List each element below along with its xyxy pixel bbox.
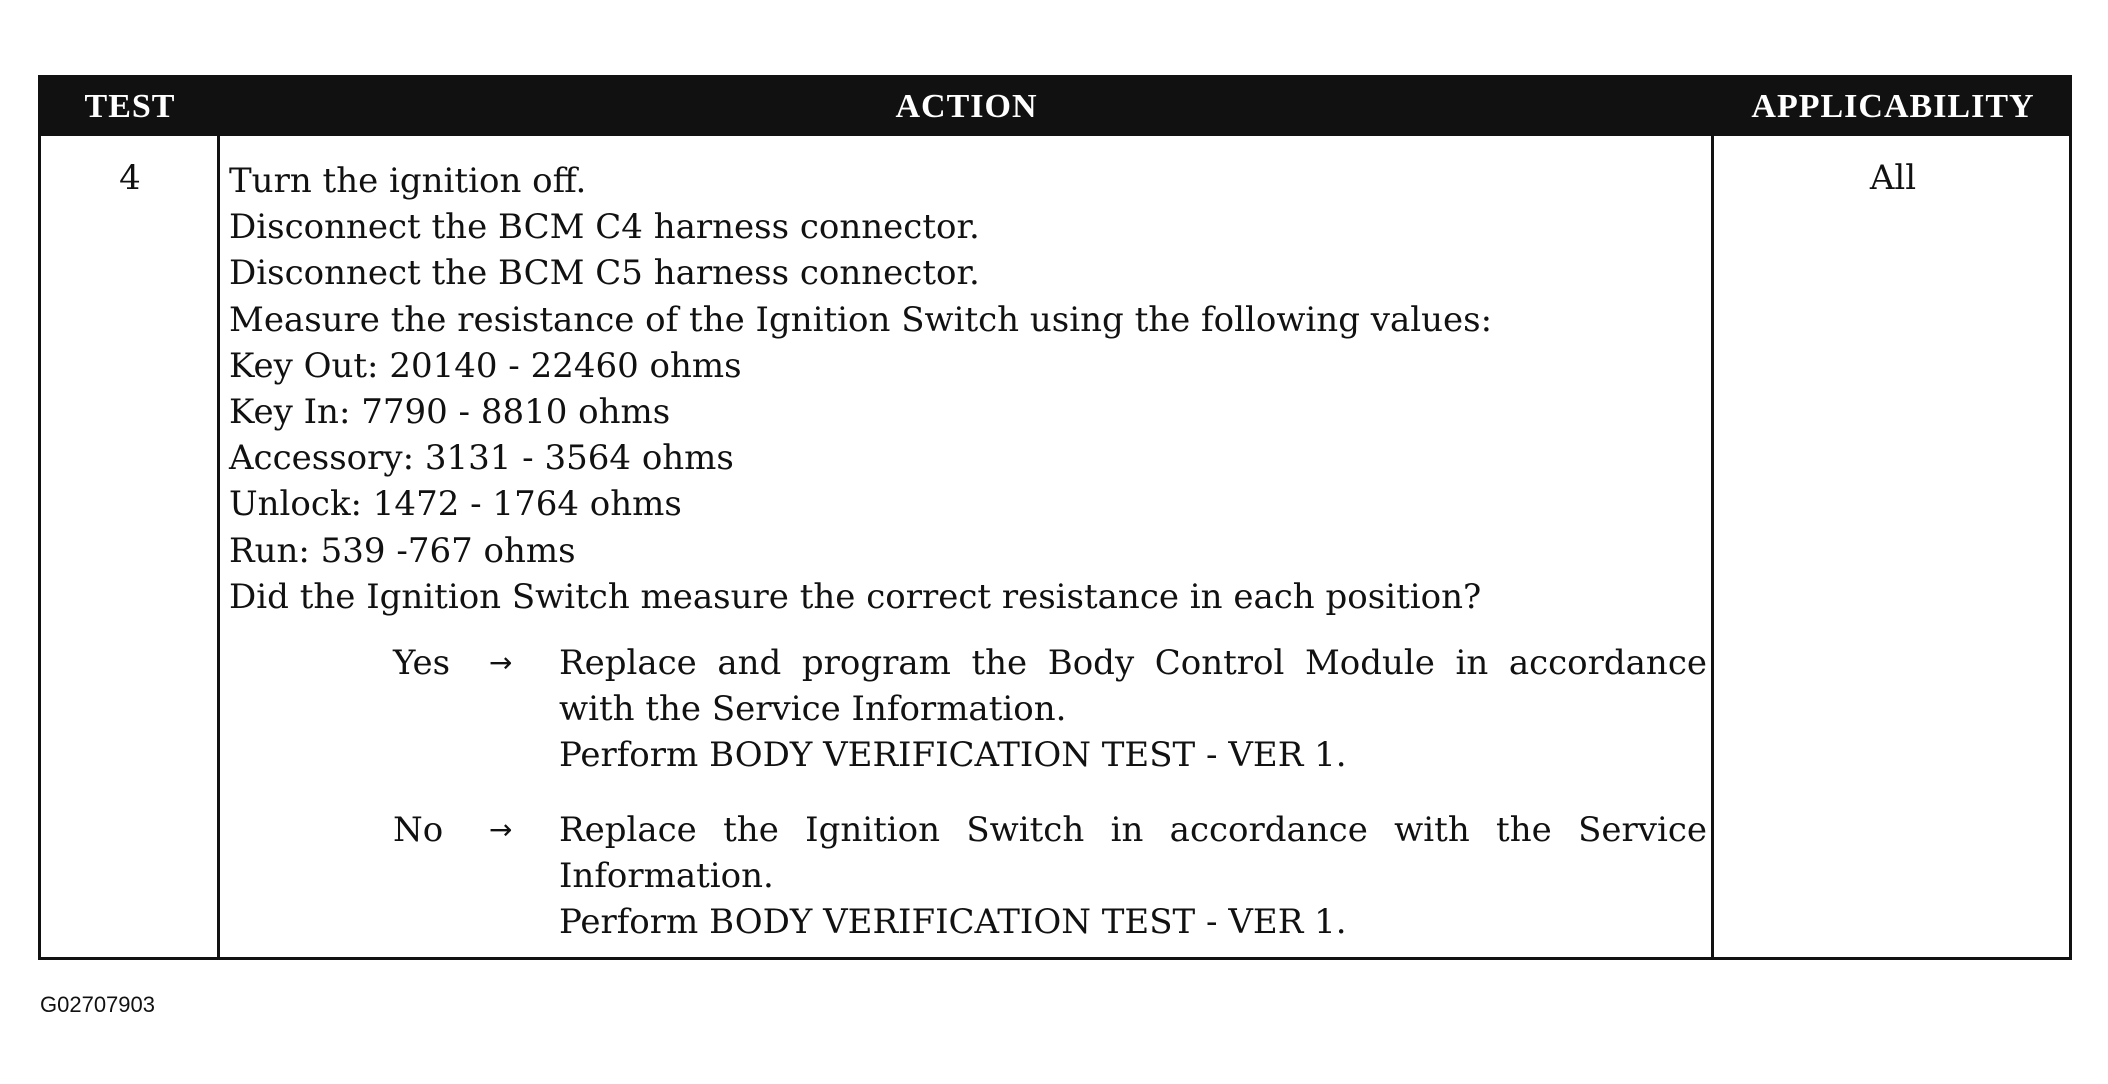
action-step: Unlock: 1472 - 1764 ohms — [229, 484, 682, 525]
figure-id: G02707903 — [40, 992, 155, 1017]
outcome-line: with the Service Information. — [559, 689, 1067, 730]
header-applicability: APPLICABILITY — [1751, 88, 2035, 125]
outcome-line: Perform BODY VERIFICATION TEST - VER 1. — [559, 902, 1347, 943]
outcome-line: Replace and program the Body Control Module in accordance — [559, 643, 1707, 683]
applicability-value: All — [1869, 158, 1917, 198]
outcome-line: Replace the Ignition Switch in accordance with the Service — [559, 810, 1707, 850]
outcome-instructions — [559, 640, 1707, 779]
outcome-line: Perform BODY VERIFICATION TEST - VER 1. — [559, 735, 1347, 776]
action-step: Key Out: 20140 - 22460 ohms — [229, 345, 742, 386]
header-action: ACTION — [895, 88, 1038, 125]
header-test: TEST — [84, 88, 176, 125]
outcome-line: Information. — [559, 856, 774, 897]
table-header — [41, 78, 2069, 136]
action-step: Disconnect the BCM C5 harness connector. — [229, 253, 980, 294]
action-step: Run: 539 -767 ohms — [229, 530, 576, 571]
action-step: Accessory: 3131 - 3564 ohms — [229, 438, 734, 479]
action-step: Measure the resistance of the Ignition Switch using the following values: — [229, 299, 1493, 340]
right-arrow-icon: → — [489, 646, 513, 679]
action-step: Key In: 7790 - 8810 ohms — [229, 392, 671, 433]
test-number: 4 — [119, 158, 141, 198]
action-question: Did the Ignition Switch measure the correct resistance in each position? — [229, 576, 1482, 617]
action-step: Turn the ignition off. — [229, 161, 587, 201]
outcome-label: Yes — [393, 643, 451, 683]
outcome-instructions — [559, 807, 1707, 946]
outcome-label: No — [393, 810, 444, 850]
column-divider — [217, 136, 220, 957]
right-arrow-icon: → — [489, 813, 513, 846]
column-divider — [1711, 136, 1714, 957]
diagnostic-test-table — [38, 75, 2072, 960]
action-steps — [229, 158, 1699, 620]
action-step: Disconnect the BCM C4 harness connector. — [229, 207, 980, 248]
